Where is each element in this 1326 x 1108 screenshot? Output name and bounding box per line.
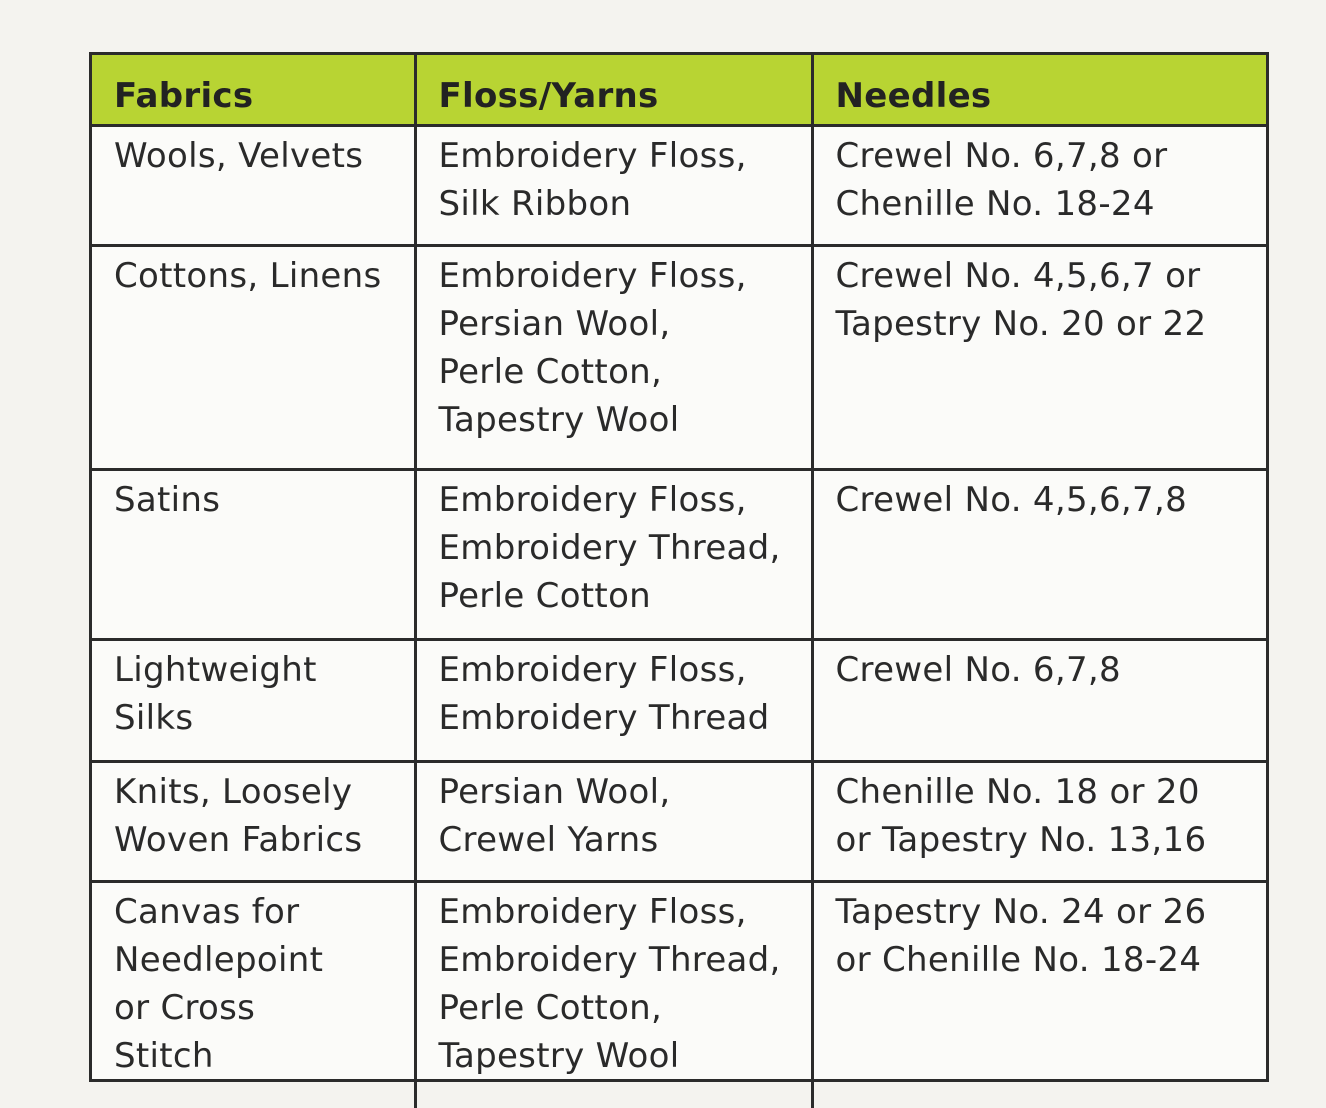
cell-line: Tapestry No. 24 or 26	[835, 891, 1207, 932]
cell-line: Crewel Yarns	[438, 819, 659, 860]
cell-line: Canvas for	[114, 891, 300, 932]
header-fabrics: Fabrics	[92, 55, 415, 125]
cell-line: Crewel No. 6,7,8 or	[835, 135, 1168, 176]
cell-line: Crewel No. 4,5,6,7,8	[835, 479, 1188, 520]
needle-guide-table	[89, 52, 1269, 1082]
needles-cell	[812, 639, 1266, 761]
floss-cell	[415, 881, 812, 1108]
fabrics-cell	[92, 639, 415, 761]
fabrics-cell	[92, 245, 415, 469]
cell-line: Crewel No. 6,7,8	[835, 649, 1121, 690]
cell-line: Tapestry Wool	[438, 399, 680, 440]
table-row	[92, 245, 1266, 469]
floss-cell	[415, 469, 812, 639]
table-row	[92, 639, 1266, 761]
header-needles: Needles	[812, 55, 1266, 125]
cell-line: Silks	[114, 697, 194, 738]
cell-line: Stitch	[114, 1035, 214, 1076]
floss-cell	[415, 125, 812, 245]
cell-line: Knits, Loosely	[114, 771, 353, 812]
cell-line: Woven Fabrics	[114, 819, 363, 860]
cell-line: Satins	[114, 479, 221, 520]
cell-line: Cottons, Linens	[114, 255, 382, 296]
floss-cell	[415, 245, 812, 469]
cell-line: Embroidery Floss,	[438, 891, 747, 932]
cell-line: Perle Cotton,	[438, 351, 663, 392]
cell-line: Embroidery Floss,	[438, 479, 747, 520]
table-row	[92, 761, 1266, 881]
cell-line: Perle Cotton,	[438, 987, 663, 1028]
needles-cell	[812, 245, 1266, 469]
needles-cell	[812, 469, 1266, 639]
cell-line: Crewel No. 4,5,6,7 or	[835, 255, 1201, 296]
cell-line: Wools, Velvets	[114, 135, 364, 176]
fabrics-cell	[92, 761, 415, 881]
cell-line: Persian Wool,	[438, 303, 671, 344]
cell-line: Embroidery Thread	[438, 697, 770, 738]
floss-cell	[415, 761, 812, 881]
needles-cell	[812, 881, 1266, 1108]
cell-line: Tapestry No. 20 or 22	[835, 303, 1207, 344]
fabrics-cell	[92, 125, 415, 245]
header-floss-yarns: Floss/Yarns	[415, 55, 812, 125]
cell-line: Needlepoint	[114, 939, 324, 980]
floss-cell	[415, 639, 812, 761]
cell-line: Perle Cotton	[438, 575, 652, 616]
header-row	[92, 55, 1266, 125]
fabrics-cell	[92, 469, 415, 639]
table-row	[92, 125, 1266, 245]
cell-line: Chenille No. 18-24	[835, 183, 1155, 224]
table-row	[92, 881, 1266, 1108]
cell-line: Embroidery Floss,	[438, 649, 747, 690]
cell-line: Silk Ribbon	[438, 183, 632, 224]
fabrics-cell	[92, 881, 415, 1108]
needles-cell	[812, 761, 1266, 881]
cell-line: Persian Wool,	[438, 771, 671, 812]
table-row	[92, 469, 1266, 639]
cell-line: Lightweight	[114, 649, 317, 690]
cell-line: Embroidery Floss,	[438, 135, 747, 176]
cell-line: or Chenille No. 18-24	[835, 939, 1202, 980]
cell-line: Chenille No. 18 or 20	[835, 771, 1200, 812]
cell-line: or Cross	[114, 987, 256, 1028]
cell-line: Embroidery Thread,	[438, 527, 781, 568]
cell-line: or Tapestry No. 13,16	[835, 819, 1207, 860]
needles-cell	[812, 125, 1266, 245]
cell-line: Embroidery Thread,	[438, 939, 781, 980]
cell-line: Embroidery Floss,	[438, 255, 747, 296]
cell-line: Tapestry Wool	[438, 1035, 680, 1076]
